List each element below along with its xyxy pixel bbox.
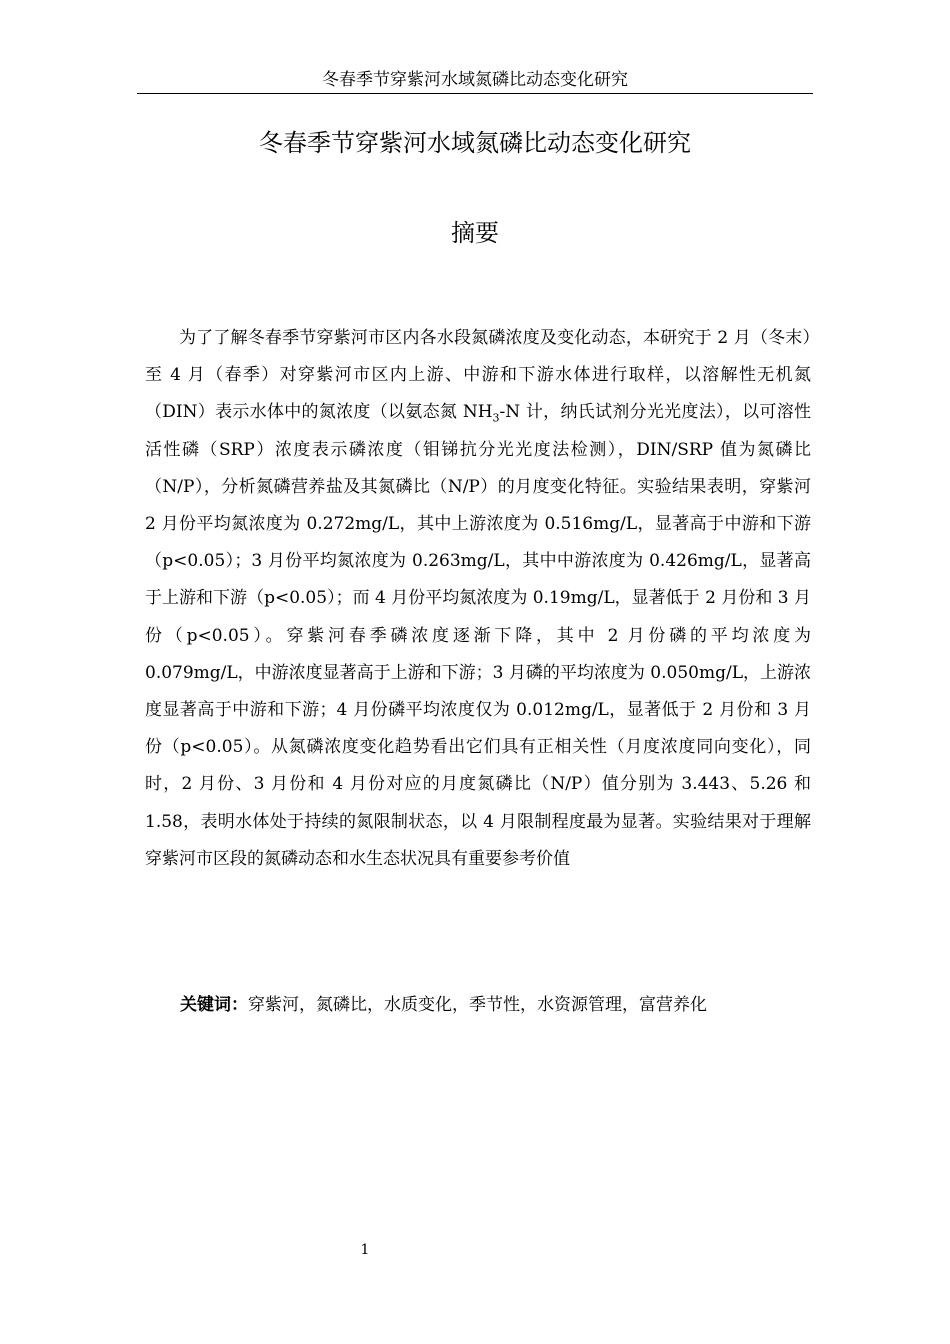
keywords-line bbox=[180, 988, 820, 1022]
page-number: 1 bbox=[360, 1242, 370, 1258]
abstract-paragraph bbox=[145, 320, 811, 878]
abstract-subscript: 3 bbox=[492, 411, 500, 425]
abstract-text-part-1: 为了了解冬春季节穿紫河市区内各水段氮磷浓度及变化动态，本研究于 2 月（冬末）至 4 月（春季）对穿紫河市区内上游、中游和下游水体进行取样，以溶解性无机氮（DIN）表示水体中的氮浓度（以氨态氮 NH bbox=[145, 328, 811, 423]
document-title: 冬春季节穿紫河水域氮磷比动态变化研究 bbox=[259, 129, 691, 157]
running-header: 冬春季节穿紫河水域氮磷比动态变化研究 bbox=[322, 70, 628, 90]
abstract-heading: 摘要 bbox=[451, 219, 499, 247]
header-rule bbox=[137, 93, 813, 94]
keywords-label: 关键词： bbox=[180, 995, 248, 1015]
abstract-text-part-2: -N 计，纳氏试剂分光光度法），以可溶性活性磷（SRP）浓度表示磷浓度（钼锑抗分光光度法检测），DIN/SRP 值为氮磷比（N/P），分析氮磷营养盐及其氮磷比（N/P）的月度变化特征。实验结果表明，穿紫河 2 月份平均氮浓度为 0.272mg/L，其中上游浓度为 0.516mg/L，显著高于中游和下游（p<0.05）；3 月份平均氮浓度为 0.263mg/L，其中中游浓度为 0.426mg/L，显著高于上游和下游（p<0.05）；而 4 月份平均氮浓度为 0.19mg/L，显著低于 2 月份和 3 月份（p<0.05）。穿紫河春季磷浓度逐渐下降，其中 2 月份磷的平均浓度为 0.079mg/L，中游浓度显著高于上游和下游；3 月磷的平均浓度为 0.050mg/L，上游浓度显著高于中游和下游；4 月份磷平均浓度仅为 0.012mg/L，显著低于 2 月份和 3 月份（p<0.05）。从氮磷浓度变化趋势看出它们具有正相关性（月度浓度同向变化），同时，2 月份、3 月份和 4 月份对应的月度氮磷比（N/P）值分别为 3.443、5.26 和 1.58，表明水体处于持续的氮限制状态，以 4 月限制程度最为显著。实验结果对于理解穿紫河市区段的氮磷动态和水生态状况具有重要参考价值 bbox=[145, 402, 811, 869]
keywords-text: 穿紫河，氮磷比，水质变化，季节性，水资源管理，富营养化 bbox=[248, 995, 707, 1015]
